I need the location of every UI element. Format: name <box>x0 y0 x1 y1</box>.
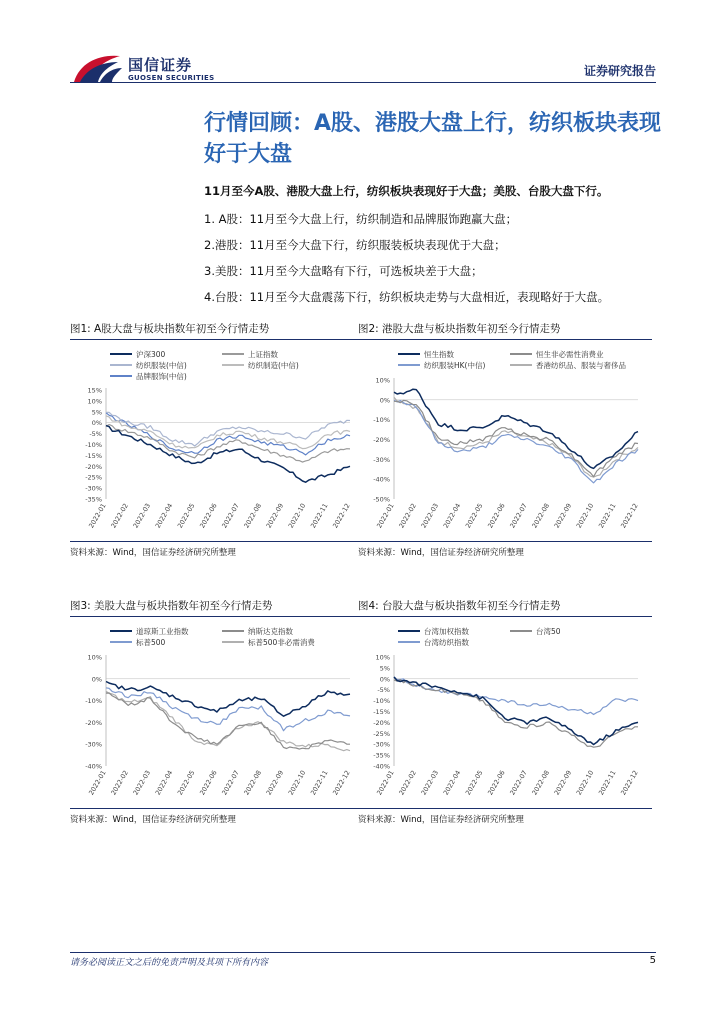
legend-label: 纳斯达克指数 <box>248 627 293 636</box>
hk-paragraph: 2.港股：11月至今大盘下行，纺织服装板块表现优于大盘； <box>204 238 506 252</box>
figure-body <box>70 340 364 541</box>
x-tick-label: 2022-12 <box>619 502 640 530</box>
y-tick-label: -25% <box>373 729 390 738</box>
x-tick-label: 2022-01 <box>375 502 396 530</box>
x-tick-label: 2022-06 <box>198 769 219 797</box>
legend-label: 纺织服装(中信) <box>136 361 187 370</box>
x-tick-label: 2022-01 <box>87 502 108 530</box>
x-tick-label: 2022-04 <box>441 769 463 797</box>
legend-label: 标普500 <box>136 638 166 647</box>
x-tick-label: 2022-12 <box>331 769 352 797</box>
a-share-paragraph: 1. A股：11月至今大盘上行，纺织制造和品牌服饰跑赢大盘； <box>204 212 518 226</box>
x-tick-label: 2022-02 <box>109 769 130 797</box>
y-tick-label: 10% <box>87 397 102 406</box>
report-type-label: 证券研究报告 <box>583 64 656 78</box>
y-tick-label: -15% <box>85 451 102 460</box>
legend-label: 道琼斯工业指数 <box>136 627 189 636</box>
legend-label: 香港纺织品、服装与奢侈品 <box>536 361 626 370</box>
x-tick-label: 2022-07 <box>508 502 529 530</box>
x-tick-label: 2022-01 <box>375 769 396 797</box>
x-tick-label: 2022-11 <box>309 769 330 797</box>
y-tick-label: 10% <box>87 653 102 662</box>
logo-text-en: GUOSEN SECURITIES <box>128 74 215 82</box>
summary-paragraph: 11月至今A股、港股大盘上行，纺织板块表现好于大盘；美股、台股大盘下行。 <box>204 184 609 198</box>
series-line <box>394 677 638 715</box>
legend-label: 上证指数 <box>248 350 278 359</box>
y-tick-label: -20% <box>373 718 390 727</box>
x-tick-label: 2022-02 <box>397 502 418 530</box>
legend-label: 品牌服饰(中信) <box>136 372 187 381</box>
y-tick-label: 0% <box>379 675 390 684</box>
y-tick-label: 5% <box>379 664 390 673</box>
y-tick-label: 15% <box>87 386 102 395</box>
chart-tw-share <box>358 617 652 808</box>
figure-bottom-rule <box>358 808 652 809</box>
x-tick-label: 2022-09 <box>264 769 286 797</box>
x-tick-label: 2022-11 <box>597 769 618 797</box>
chart-us-share <box>70 617 364 808</box>
y-tick-label: -20% <box>373 436 390 444</box>
x-tick-label: 2022-09 <box>264 502 286 530</box>
logo-text-cn: 国信证券 <box>128 56 193 74</box>
y-tick-label: 0% <box>379 396 390 405</box>
y-tick-label: -15% <box>373 708 390 716</box>
x-tick-label: 2022-04 <box>441 502 463 530</box>
x-tick-label: 2022-04 <box>153 502 175 530</box>
x-tick-label: 2022-10 <box>286 769 308 797</box>
y-tick-label: -10% <box>85 441 102 449</box>
x-tick-label: 2022-10 <box>286 502 308 530</box>
page-header <box>0 0 724 90</box>
chart-a-share <box>70 340 364 541</box>
y-tick-label: 0% <box>91 675 102 684</box>
y-tick-label: 5% <box>91 408 102 417</box>
x-tick-label: 2022-03 <box>131 769 153 797</box>
figure-bottom-rule <box>70 808 364 809</box>
footer-disclaimer: 请务必阅读正文之后的免责声明及其项下所有内容 <box>70 958 269 968</box>
legend-label: 标普500非必需消费 <box>248 638 315 647</box>
x-tick-label: 2022-08 <box>242 769 264 797</box>
x-tick-label: 2022-02 <box>109 502 130 530</box>
figure-source: 资料来源：Wind，国信证券经济研究所整理 <box>358 815 524 825</box>
y-tick-label: -40% <box>373 762 390 771</box>
x-tick-label: 2022-07 <box>220 502 241 530</box>
y-tick-label: -30% <box>85 484 102 493</box>
legend-label: 台湾50 <box>536 627 561 636</box>
y-tick-label: -35% <box>373 751 390 760</box>
series-line <box>394 680 638 748</box>
figure-title: 图3: 美股大盘与板块指数年初至今行情走势 <box>70 600 273 612</box>
us-paragraph: 3.美股：11月至今大盘略有下行，可选板块差于大盘； <box>204 264 483 278</box>
x-tick-label: 2022-07 <box>508 769 529 797</box>
page-number: 5 <box>649 955 656 966</box>
y-tick-label: -5% <box>89 430 102 439</box>
legend-label: 恒生指数 <box>424 350 454 359</box>
series-line <box>106 413 350 455</box>
x-tick-label: 2022-08 <box>530 502 552 530</box>
figure-body <box>70 617 364 808</box>
y-tick-label: -5% <box>377 686 390 695</box>
x-tick-label: 2022-07 <box>220 769 241 797</box>
figure-source: 资料来源：Wind，国信证券经济研究所整理 <box>358 548 524 558</box>
x-tick-label: 2022-01 <box>87 769 108 797</box>
x-tick-label: 2022-05 <box>463 769 485 797</box>
legend-label: 台湾纺织指数 <box>424 638 469 647</box>
x-tick-label: 2022-09 <box>552 769 574 797</box>
figure-source: 资料来源：Wind，国信证券经济研究所整理 <box>70 548 236 558</box>
header-divider <box>70 82 656 83</box>
y-tick-label: -30% <box>373 740 390 749</box>
chart-hk-share <box>358 340 652 541</box>
x-tick-label: 2022-03 <box>419 502 441 530</box>
y-tick-label: 0% <box>91 419 102 428</box>
x-tick-label: 2022-05 <box>175 502 197 530</box>
x-tick-label: 2022-06 <box>486 769 507 797</box>
figure-body <box>358 340 652 541</box>
x-tick-label: 2022-11 <box>597 502 618 530</box>
y-tick-label: 10% <box>375 376 390 385</box>
legend-label: 纺织服装HK(中信) <box>424 361 486 370</box>
y-tick-label: -10% <box>373 697 390 706</box>
y-tick-label: -25% <box>85 473 102 482</box>
series-line <box>106 688 350 731</box>
tw-paragraph: 4.台股：11月至今大盘震荡下行，纺织板块走势与大盘相近，表现略好于大盘。 <box>204 290 610 304</box>
series-line <box>106 682 350 717</box>
x-tick-label: 2022-03 <box>419 769 441 797</box>
figure-3 <box>70 598 364 825</box>
x-tick-label: 2022-04 <box>153 769 175 797</box>
x-tick-label: 2022-10 <box>574 502 596 530</box>
y-tick-label: -10% <box>373 416 390 425</box>
figure-source: 资料来源：Wind，国信证券经济研究所整理 <box>70 815 236 825</box>
series-line <box>394 677 638 745</box>
section-title: 行情回顾：A股、港股大盘上行，纺织板块表现好于大盘 <box>204 111 662 167</box>
figure-4 <box>358 598 652 825</box>
x-tick-label: 2022-12 <box>619 769 640 797</box>
y-tick-label: -20% <box>85 718 102 727</box>
y-tick-label: -30% <box>85 740 102 749</box>
figure-2 <box>358 321 652 558</box>
x-tick-label: 2022-12 <box>331 502 352 530</box>
x-tick-label: 2022-02 <box>397 769 418 797</box>
x-tick-label: 2022-10 <box>574 769 596 797</box>
legend-label: 恒生非必需性消费业 <box>536 350 604 359</box>
figure-bottom-rule <box>70 541 364 542</box>
guosen-logo-icon <box>70 52 124 86</box>
figure-1 <box>70 321 364 558</box>
figure-bottom-rule <box>358 541 652 542</box>
x-tick-label: 2022-08 <box>530 769 552 797</box>
y-tick-label: -40% <box>85 762 102 771</box>
figure-title: 图2: 港股大盘与板块指数年初至今行情走势 <box>358 323 561 335</box>
x-tick-label: 2022-03 <box>131 502 153 530</box>
y-tick-label: -40% <box>373 475 390 484</box>
y-tick-label: 10% <box>375 653 390 662</box>
figure-title: 图4: 台股大盘与板块指数年初至今行情走势 <box>358 600 561 612</box>
x-tick-label: 2022-06 <box>486 502 507 530</box>
y-tick-label: -30% <box>373 455 390 464</box>
x-tick-label: 2022-06 <box>198 502 219 530</box>
x-tick-label: 2022-05 <box>463 502 485 530</box>
x-tick-label: 2022-08 <box>242 502 264 530</box>
x-tick-label: 2022-05 <box>175 769 197 797</box>
legend-label: 沪深300 <box>136 350 166 359</box>
x-tick-label: 2022-11 <box>309 502 330 530</box>
legend-label: 台湾加权指数 <box>424 627 469 636</box>
figure-body <box>358 617 652 808</box>
y-tick-label: -50% <box>373 495 390 504</box>
footer-divider <box>70 952 656 953</box>
y-tick-label: -20% <box>85 462 102 471</box>
x-tick-label: 2022-09 <box>552 502 574 530</box>
y-tick-label: -35% <box>85 495 102 504</box>
legend-label: 纺织制造(中信) <box>248 361 299 370</box>
series-line <box>106 693 350 749</box>
y-tick-label: -10% <box>85 697 102 706</box>
figure-title: 图1: A股大盘与板块指数年初至今行情走势 <box>70 323 270 335</box>
